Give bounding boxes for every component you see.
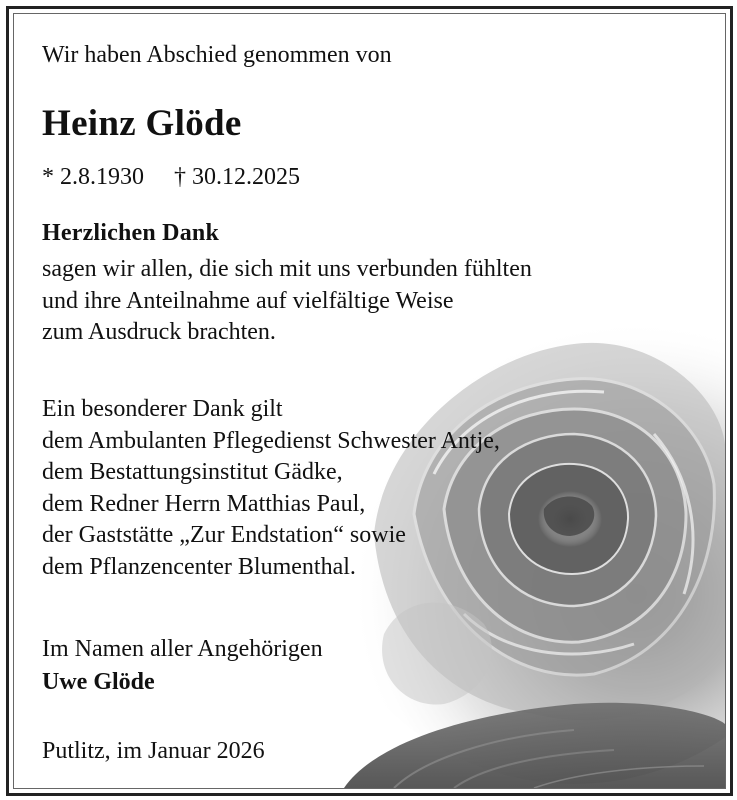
on-behalf-text: Im Namen aller Angehörigen xyxy=(42,636,323,662)
intro-text: Wir haben Abschied genommen von xyxy=(42,42,392,68)
signer-name: Uwe Glöde xyxy=(42,669,155,695)
thanks-line: sagen wir allen, die sich mit uns verbunden fühlten xyxy=(42,256,532,282)
notice-content xyxy=(14,14,725,788)
special-line: dem Redner Herrn Matthias Paul, xyxy=(42,490,366,517)
birth-date: * 2.8.1930 xyxy=(42,164,144,190)
thanks-line: zum Ausdruck brachten. xyxy=(42,319,276,345)
special-line: dem Ambulanten Pflegedienst Schwester Antje, xyxy=(42,427,500,454)
special-line: Ein besonderer Dank gilt xyxy=(42,396,283,422)
notice-inner-frame xyxy=(13,13,726,789)
special-thanks-text xyxy=(42,394,500,583)
special-line: der Gaststätte „Zur Endstation“ sowie xyxy=(42,522,406,548)
notice-frame xyxy=(6,6,733,796)
thanks-line: und ihre Anteilnahme auf vielfältige Weise xyxy=(42,287,454,314)
thanks-heading: Herzlichen Dank xyxy=(42,220,219,246)
thanks-text xyxy=(42,254,532,349)
place-date: Putlitz, im Januar 2026 xyxy=(42,738,265,764)
life-dates xyxy=(42,164,300,191)
special-line: dem Pflanzencenter Blumenthal. xyxy=(42,553,356,580)
deceased-name: Heinz Glöde xyxy=(42,103,242,144)
special-line: dem Bestattungsinstitut Gädke, xyxy=(42,459,343,485)
death-date: † 30.12.2025 xyxy=(174,164,300,190)
